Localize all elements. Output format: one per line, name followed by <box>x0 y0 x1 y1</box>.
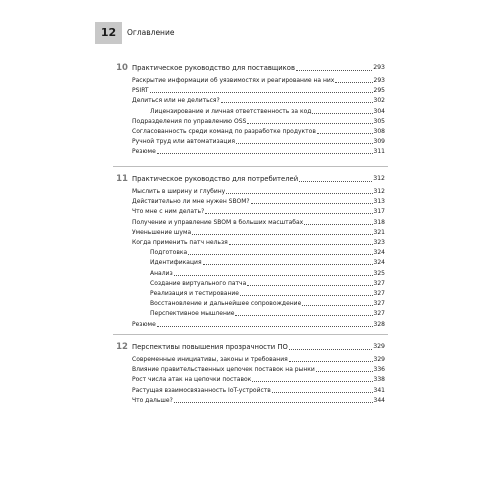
toc-entry-label: Восстановление и дальнейшее сопровождение <box>150 300 302 308</box>
toc-entry[interactable] <box>132 238 385 248</box>
chapter-number: 11 <box>116 174 128 184</box>
toc-entry-page: 329 <box>373 356 385 363</box>
chapter-title: Практическое руководство для потребителей <box>132 175 299 183</box>
toc-entry-label: Резюме <box>132 320 156 328</box>
toc-entry-label: Лицензирование и личная ответственность за код <box>150 107 312 115</box>
toc-entry[interactable] <box>132 355 385 365</box>
dot-leader <box>229 244 373 245</box>
page-header <box>0 22 500 44</box>
dot-leader <box>289 361 373 362</box>
toc-entry-page: 304 <box>373 107 385 115</box>
toc-entry-label: Делиться или не делиться? <box>132 97 220 105</box>
chapter-number: 10 <box>116 63 128 73</box>
chapter-page: 293 <box>373 64 385 71</box>
toc-entry[interactable] <box>132 375 385 385</box>
toc-entry-page: 305 <box>373 117 385 125</box>
toc-entry[interactable] <box>132 187 385 197</box>
toc-entry-label: Создание виртуального патча <box>150 279 247 287</box>
toc-entry-label: Что дальше? <box>132 396 173 404</box>
dot-leader <box>205 213 372 214</box>
dot-leader <box>240 295 373 296</box>
dot-leader <box>296 62 372 71</box>
toc-entry[interactable] <box>132 396 385 406</box>
dot-leader <box>247 123 372 124</box>
dot-leader <box>335 82 372 83</box>
toc-entry-page: 312 <box>373 188 385 195</box>
dot-leader <box>203 264 373 265</box>
dot-leader <box>312 113 372 114</box>
toc-entry-page: 324 <box>373 249 385 257</box>
toc-entry[interactable] <box>132 76 385 86</box>
dot-leader <box>304 224 372 225</box>
toc-entry-page: 317 <box>373 208 385 216</box>
toc-entry[interactable] <box>132 147 385 157</box>
dot-leader <box>192 234 372 235</box>
toc-entry-label: Растущая взаимосвязанность IoT-устройств <box>132 386 271 394</box>
chapter-title-line[interactable] <box>132 173 385 185</box>
toc-entry-page: 313 <box>373 198 385 206</box>
dot-leader <box>302 305 372 306</box>
toc-entry-label: PSIRT <box>132 87 149 95</box>
dot-leader <box>235 315 372 316</box>
toc-entry[interactable] <box>132 96 385 106</box>
toc-entry-page: 325 <box>373 269 385 277</box>
dot-leader <box>299 173 372 182</box>
toc-entry-label: Действительно ли мне нужен SBOM? <box>132 198 250 206</box>
chapter-number: 12 <box>116 342 128 352</box>
toc-entry-page: 309 <box>373 138 385 146</box>
toc-entry-label: Перспективное мышление <box>150 310 235 318</box>
toc-entry-label: Подразделения по управлению OSS <box>132 117 247 125</box>
dot-leader <box>289 341 372 350</box>
toc-entry-page: 311 <box>373 148 385 156</box>
toc-entry-label: Получение и управление SBOM в больших масштабах <box>132 218 304 226</box>
toc-entry-page: 324 <box>373 259 385 267</box>
dot-leader <box>247 285 372 286</box>
toc-entry[interactable] <box>150 107 385 117</box>
toc-entry-page: 344 <box>373 396 385 404</box>
toc-entry-page: 327 <box>373 300 385 308</box>
dot-leader <box>316 371 373 372</box>
toc-entry[interactable] <box>132 386 385 396</box>
toc-entry-label: Уменьшение шума <box>132 228 192 236</box>
toc-entry[interactable] <box>132 137 385 147</box>
dot-leader <box>174 275 373 276</box>
dot-leader <box>317 133 373 134</box>
toc-entry-label: Подготовка <box>150 249 188 257</box>
running-title: Оглавление <box>127 28 175 37</box>
chapter-title-line[interactable] <box>132 62 385 74</box>
dot-leader <box>272 392 373 393</box>
toc-entry-label: Влияние правительственных цепочек поставок на рынки <box>132 366 315 374</box>
toc-entry-label: Анализ <box>150 269 173 277</box>
dot-leader <box>188 254 372 255</box>
toc-entry-label: Современные инициативы, законы и требования <box>132 356 288 363</box>
toc-entry-page: 328 <box>373 320 385 328</box>
dot-leader <box>236 143 373 144</box>
dot-leader <box>150 92 373 93</box>
toc-entry-page: 327 <box>373 290 385 297</box>
toc-entry-label: Когда применить патч нельзя <box>132 239 228 246</box>
toc-entry[interactable] <box>150 258 385 268</box>
toc-entry-label: Ручной труд или автоматизация <box>132 138 236 146</box>
toc-entry[interactable] <box>150 279 385 289</box>
toc-entry-label: Рост числа атак на цепочки поставок <box>132 376 252 384</box>
toc-entry-label: Реализация и тестирование <box>150 290 239 297</box>
toc-entry-label: Идентификация <box>150 259 202 267</box>
dot-leader <box>174 402 373 403</box>
toc-entry-page: 321 <box>373 228 385 236</box>
chapter-page: 329 <box>373 343 385 350</box>
toc-entry[interactable] <box>132 218 385 228</box>
chapter-title: Перспективы повышения прозрачности ПО <box>132 343 288 351</box>
chapter-title-line[interactable] <box>132 341 385 353</box>
toc-entry-page: 293 <box>373 77 385 84</box>
chapter-page: 312 <box>373 175 385 182</box>
toc-entry[interactable] <box>150 269 385 279</box>
dot-leader <box>226 193 372 194</box>
chapter-separator <box>113 334 388 335</box>
toc-entry[interactable] <box>132 228 385 238</box>
toc-entry-page: 302 <box>373 97 385 105</box>
toc-entry-page: 338 <box>373 376 385 384</box>
toc-entry-page: 295 <box>373 87 385 95</box>
toc-entry-label: Согласованность среди команд по разработке продуктов <box>132 128 316 135</box>
toc-entry-page: 308 <box>373 128 385 135</box>
chapter-title: Практическое руководство для поставщиков <box>132 64 295 72</box>
toc-entry[interactable] <box>150 299 385 309</box>
toc-entry[interactable] <box>132 365 385 375</box>
toc-entry[interactable] <box>132 86 385 96</box>
toc-entry[interactable] <box>150 309 385 319</box>
toc-entry[interactable] <box>132 197 385 207</box>
dot-leader <box>221 102 373 103</box>
dot-leader <box>157 153 373 154</box>
toc-entry-page: 327 <box>373 279 385 287</box>
toc-entry-page: 323 <box>373 239 385 246</box>
toc-entry-label: Раскрытие информации об уязвимостях и реагирование на них <box>132 77 335 84</box>
dot-leader <box>252 381 372 382</box>
toc-entry-label: Что мне с ним делать? <box>132 208 205 216</box>
page-number: 12 <box>95 22 122 44</box>
toc-entry[interactable] <box>150 289 385 299</box>
toc-entry-page: 318 <box>373 218 385 226</box>
toc-entry[interactable] <box>132 320 385 330</box>
dot-leader <box>157 326 373 327</box>
toc-entry[interactable] <box>150 248 385 258</box>
dot-leader <box>251 203 373 204</box>
toc-entry[interactable] <box>132 207 385 217</box>
toc-entry-page: 336 <box>373 366 385 374</box>
toc-entry[interactable] <box>132 127 385 137</box>
chapter-separator <box>113 166 388 167</box>
toc-entry-label: Резюме <box>132 148 156 156</box>
toc-entry-label: Мыслить в ширину и глубину <box>132 188 226 195</box>
toc-entry-page: 327 <box>373 310 385 318</box>
toc-entry[interactable] <box>132 117 385 127</box>
toc-entry-page: 341 <box>373 386 385 394</box>
